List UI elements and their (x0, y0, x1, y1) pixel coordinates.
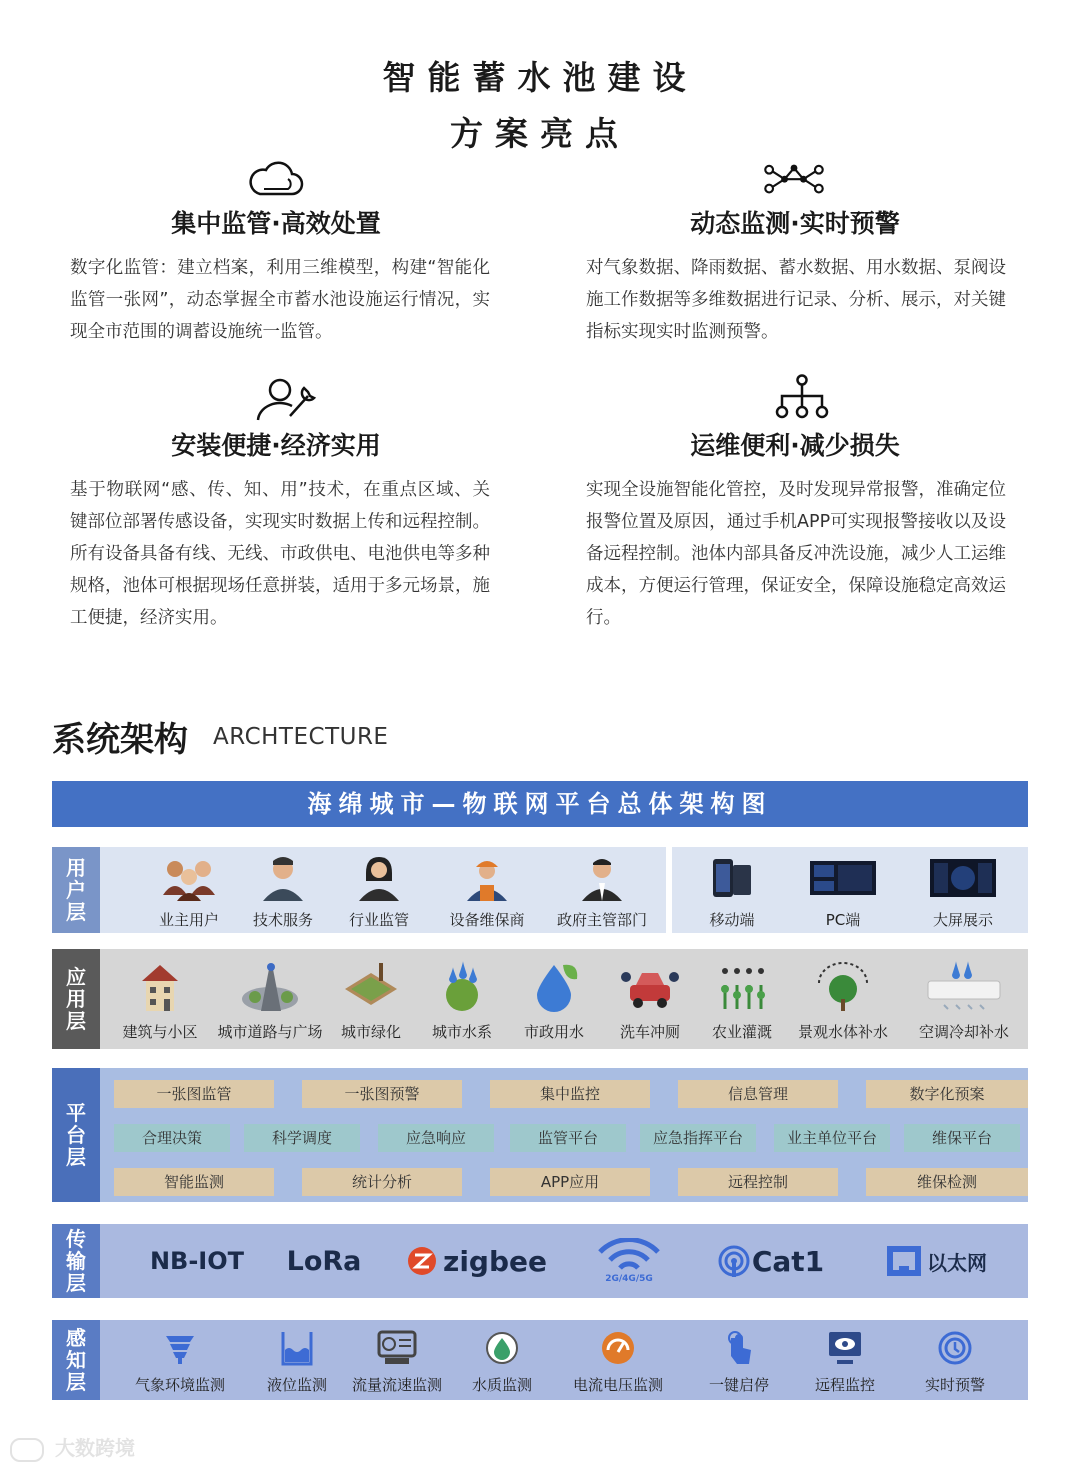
terminal-bigscreen-label: 大屏展示 (932, 911, 993, 929)
user-regulator-label: 行业监管 (348, 911, 409, 929)
platform-chip: 一张图预警 (302, 1080, 462, 1108)
sensing-item-label: 水质监测 (471, 1376, 532, 1394)
sensing-item-label: 一键启停 (708, 1376, 769, 1394)
protocol-cat1 (716, 1224, 826, 1298)
sensing-item (560, 1330, 676, 1395)
protocol-ethernet (876, 1224, 996, 1298)
platform-layer (52, 1068, 1028, 1202)
sensing-item-label: 液位监测 (266, 1376, 327, 1394)
protocol-zigbee (402, 1224, 552, 1298)
section-title: 系统架构 (52, 720, 188, 760)
page-title: 智能蓄水池建设 (382, 58, 698, 97)
platform-chip: 一张图监管 (114, 1080, 274, 1108)
person-suit-icon (579, 855, 625, 901)
big-screen-icon (928, 855, 998, 901)
terminal-pc (798, 855, 888, 930)
wifi-signal-icon (596, 1238, 662, 1274)
feature-body: 实现全设施智能化管控，及时发现异常报警，准确定位报警位置及原因，通过手机APP可实现报警接收以及设备远程控制。池体内部具备反冲洗设施，减少人工运维成本，方便运行管理，保证安全，保障设施稳定高效运行。 (586, 480, 1006, 628)
user-maintainer-label: 设备维保商 (449, 911, 525, 929)
app-item-label: 洗车冲厕 (619, 1023, 680, 1041)
ethernet-port-icon (885, 1244, 923, 1278)
app-item-label: 城市绿化 (340, 1023, 401, 1041)
sensing-layer (52, 1320, 1028, 1400)
app-item (606, 959, 694, 1042)
terminal-mobile (692, 855, 772, 930)
app-item-label: 城市道路与广场 (217, 1023, 323, 1041)
app-layer-label: 应 用 层 (52, 949, 100, 1049)
protocol-cat1-label: Cat1 (751, 1244, 825, 1278)
terminal-pc-label: PC端 (825, 911, 861, 929)
sensing-item-label: 气象环境监测 (134, 1376, 225, 1394)
user-government-label: 政府主管部门 (556, 911, 647, 929)
sensing-item-label: 实时预警 (924, 1376, 985, 1394)
user-tech (238, 855, 328, 930)
app-item-label: 城市水系 (431, 1023, 492, 1041)
sensing-item (694, 1330, 784, 1395)
app-item (116, 959, 204, 1042)
network-nodes-icon (764, 158, 824, 202)
person-woman-icon (356, 855, 402, 901)
mobile-phone-icon (709, 855, 755, 901)
alarm-icon (937, 1330, 973, 1366)
feature-title: 集中监管·高效处置 (171, 209, 381, 238)
app-item (328, 959, 414, 1042)
feature-title: 安装便捷·经济实用 (171, 431, 381, 460)
app-item (422, 959, 502, 1042)
ac-cooling-icon (924, 959, 1004, 1013)
feature-body: 基于物联网“感、传、知、用”技术，在重点区域、关键部位部署传感设备，实现实时数据上传和远程控制。所有设备具备有线、无线、市政供电、电池供电等多种规格，池体可根据现场任意拼装，适用于多元场景，施工便捷，经济实用。 (70, 480, 490, 628)
platform-chip: 科学调度 (244, 1124, 360, 1152)
app-item (790, 959, 896, 1042)
cloud-icon (246, 158, 306, 202)
platform-chip: 维保平台 (904, 1124, 1020, 1152)
watermark (10, 1432, 135, 1462)
feature-title: 运维便利·减少损失 (690, 431, 900, 460)
app-item-label: 空调冷却补水 (918, 1023, 1009, 1041)
people-group-icon (159, 855, 219, 901)
road-plaza-icon (239, 959, 301, 1013)
platform-chip: 数字化预案 (866, 1080, 1028, 1108)
user-tech-label: 技术服务 (252, 911, 313, 929)
platform-layer-label: 平 台 层 (52, 1068, 100, 1202)
platform-chip: APP应用 (490, 1168, 650, 1196)
water-system-icon (435, 959, 489, 1013)
user-regulator (334, 855, 424, 930)
water-quality-icon (484, 1330, 520, 1366)
car-wash-icon (620, 959, 680, 1013)
irrigation-icon (715, 959, 769, 1013)
sensing-item (252, 1330, 342, 1395)
sensing-item (458, 1330, 546, 1395)
voltage-gauge-icon (600, 1330, 636, 1366)
terminal-bigscreen (918, 855, 1008, 930)
transport-layer-label: 传 输 层 (52, 1224, 100, 1298)
broadcast-icon (718, 1245, 750, 1277)
app-item-label: 建筑与小区 (122, 1023, 198, 1041)
user-government (542, 855, 662, 930)
protocol-cellular-label: 2G/4G/5G (605, 1274, 653, 1284)
app-layer (52, 949, 1028, 1049)
watermark-logo-icon (10, 1438, 44, 1462)
sensing-item-label: 远程监控 (814, 1376, 875, 1394)
platform-chip: 监管平台 (510, 1124, 626, 1152)
water-drop-leaf-icon (527, 959, 581, 1013)
sensing-item-label: 流量流速监测 (351, 1376, 442, 1394)
user-maintainer (432, 855, 542, 930)
user-layer (52, 847, 1028, 933)
zigbee-logo-icon (407, 1246, 437, 1276)
feature-body: 对气象数据、降雨数据、蓄水数据、用水数据、泵阀设施工作数据等多维数据进行记录、分析、展示，对关键指标实现实时监测预警。 (586, 258, 1006, 342)
app-item (514, 959, 594, 1042)
sensing-layer-label: 感 知 层 (52, 1320, 100, 1400)
app-item-label: 市政用水 (523, 1023, 584, 1041)
transport-layer (52, 1224, 1028, 1298)
pc-dashboard-icon (808, 855, 878, 901)
sensing-item (128, 1330, 232, 1395)
platform-chip: 信息管理 (678, 1080, 838, 1108)
touch-start-icon (721, 1330, 757, 1366)
watermark-text: 大数跨境 (54, 1436, 135, 1460)
app-item (904, 959, 1024, 1042)
diagram-title: 海绵城市—物联网平台总体架构图 (52, 781, 1028, 827)
platform-chip: 应急响应 (378, 1124, 494, 1152)
app-item (700, 959, 784, 1042)
platform-chip: 合理决策 (114, 1124, 230, 1152)
worker-helmet-icon (464, 855, 510, 901)
protocol-nbiot: NB-IOT (149, 1247, 245, 1275)
platform-chip: 智能监测 (114, 1168, 274, 1196)
platform-chip: 集中监控 (490, 1080, 650, 1108)
protocol-ethernet-label: 以太网 (927, 1250, 987, 1275)
person-wrench-icon (252, 376, 320, 422)
hierarchy-icon (774, 374, 830, 420)
sensing-item-label: 电流电压监测 (572, 1376, 663, 1394)
monitor-eye-icon (827, 1330, 863, 1366)
feature-title: 动态监测·实时预警 (690, 209, 900, 238)
greening-icon (341, 959, 401, 1013)
app-item-label: 景观水体补水 (797, 1023, 888, 1041)
weather-station-icon (162, 1330, 198, 1366)
sensing-item (342, 1330, 452, 1395)
section-subtitle: ARCHTECTURE (213, 724, 389, 750)
platform-chip: 业主单位平台 (774, 1124, 890, 1152)
page-subtitle: 方案亮点 (450, 114, 630, 153)
terminal-mobile-label: 移动端 (709, 911, 755, 929)
protocol-lora: LoRa (286, 1245, 362, 1277)
user-owner-label: 业主用户 (158, 911, 219, 929)
app-item-label: 农业灌溉 (711, 1023, 772, 1041)
person-glasses-icon (260, 855, 306, 901)
platform-chip: 应急指挥平台 (640, 1124, 756, 1152)
platform-chip: 统计分析 (302, 1168, 462, 1196)
app-item (212, 959, 328, 1042)
protocol-zigbee-label: zigbee (443, 1244, 547, 1278)
feature-body: 数字化监管：建立档案，利用三维模型，构建“智能化监管一张网”，动态掌握全市蓄水池设施运行情况，实现全市范围的调蓄设施统一监管。 (70, 258, 490, 342)
platform-chip: 维保检测 (866, 1168, 1028, 1196)
protocol-cellular (588, 1224, 670, 1298)
flow-meter-icon (377, 1330, 417, 1366)
sensing-item (800, 1330, 890, 1395)
platform-chip: 远程控制 (678, 1168, 838, 1196)
water-level-icon (279, 1330, 315, 1366)
sensing-item (910, 1330, 1000, 1395)
user-layer-label: 用 户 层 (52, 847, 100, 933)
building-icon (136, 959, 184, 1013)
user-owner (134, 855, 244, 930)
landscape-sprinkler-icon (815, 959, 871, 1013)
